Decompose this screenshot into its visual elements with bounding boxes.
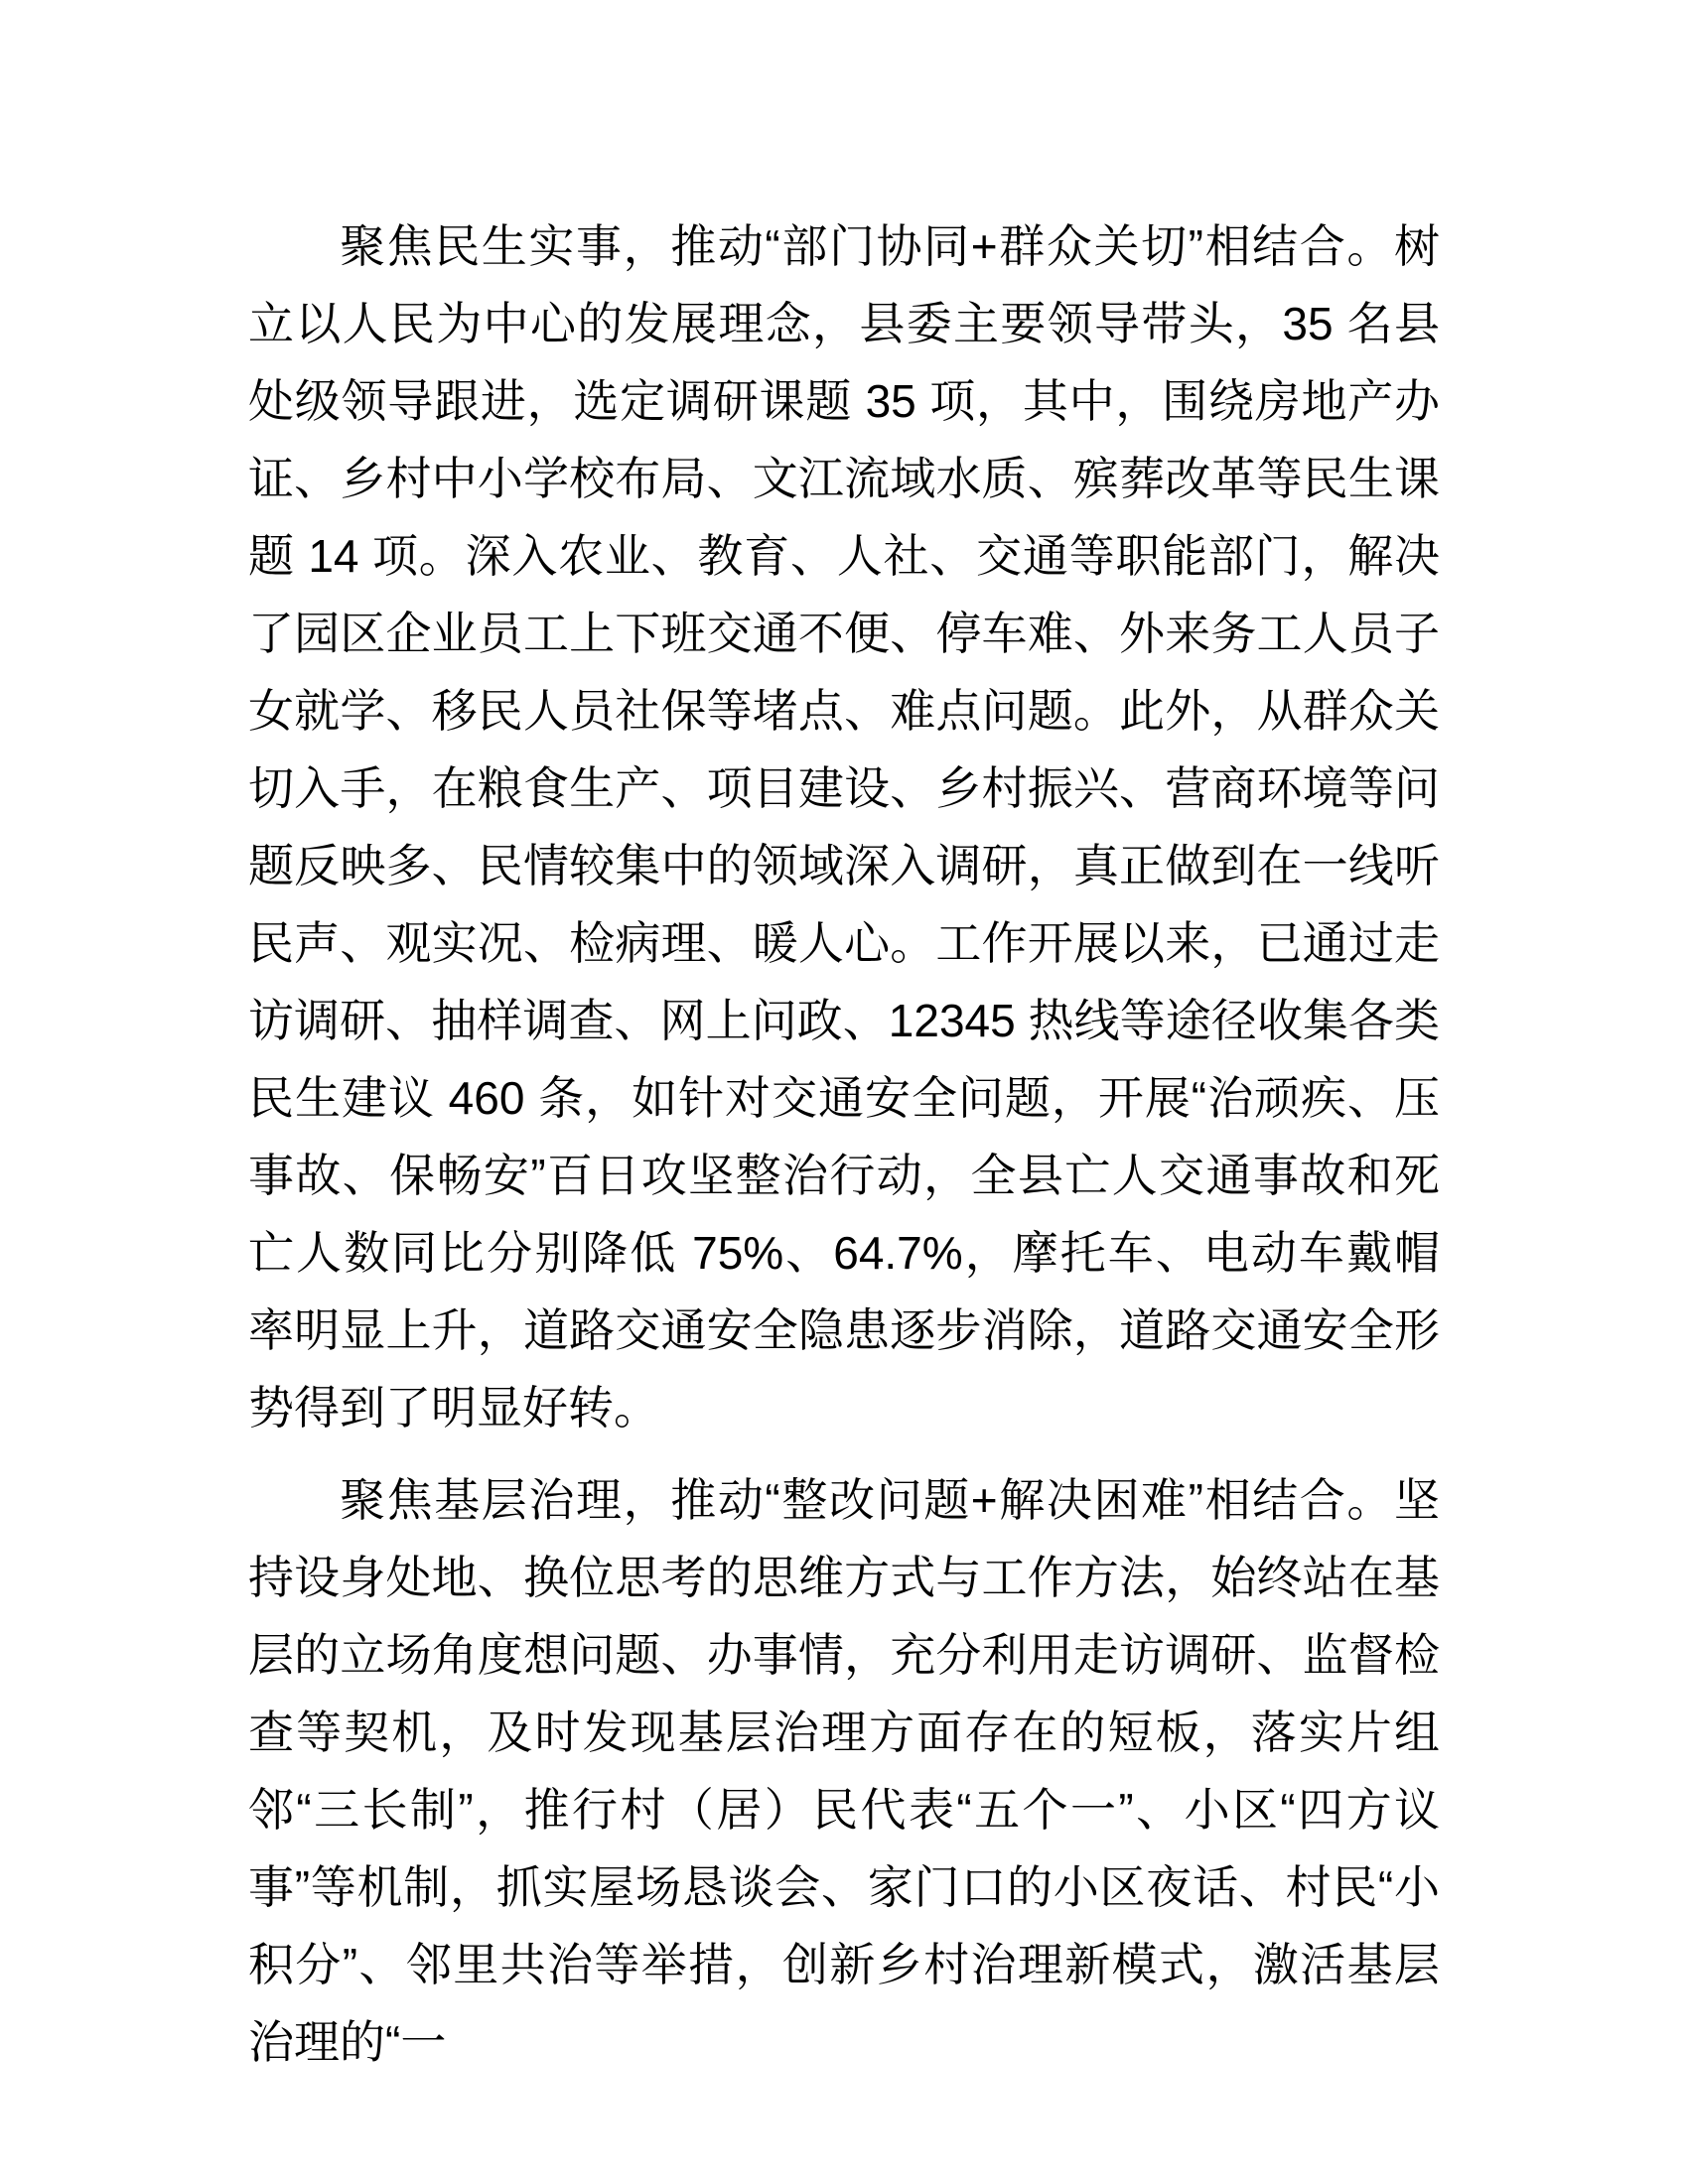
document-body <box>248 207 1440 2081</box>
paragraph-jiceng-zhili: 聚焦基层治理，推动“整改问题+解决困难”相结合。坚持设身处地、换位思考的思维方式与工作方法，始终站在基层的立场角度想问题、办事情，充分利用走访调研、监督检查等契机，及时发现基层治理方面存在的短板，落实片组邻“三长制”，推行村（居）民代表“五个一”、小区“四方议事”等机制，抓实屋场恳谈会、家门口的小区夜话、村民“小积分”、邻里共治等举措，创新乡村治理新模式，激活基层治理的“一 <box>248 1474 1440 2068</box>
paragraph-minsheng-shishi: 聚焦民生实事，推动“部门协同+群众关切”相结合。树立以人民为中心的发展理念，县委主要领导带头，35 名县处级领导跟进，选定调研课题 35 项，其中，围绕房地产办证、乡村中小学校布局、文江流域水质、殡葬改革等民生课题 14 项。深入农业、教育、人社、交通等职能部门，解决了园区企业员工上下班交通不便、停车难、外来务工人员子女就学、移民人员社保等堵点、难点问题。此外，从群众关切入手，在粮食生产、项目建设、乡村振兴、营商环境等问题反映多、民情较集中的领域深入调研，真正做到在一线听民声、观实况、检病理、暖人心。工作开展以来，已通过走访调研、抽样调查、网上问政、12345 热线等途径收集各类民生建议 460 条，如针对交通安全问题，开展“治顽疾、压事故、保畅安”百日攻坚整治行动，全县亡人交通事故和死亡人数同比分别降低 75%、64.7%，摩托车、电动车戴帽率明显上升，道路交通安全隐患逐步消除，道路交通安全形势得到了明显好转。 <box>248 220 1440 1433</box>
